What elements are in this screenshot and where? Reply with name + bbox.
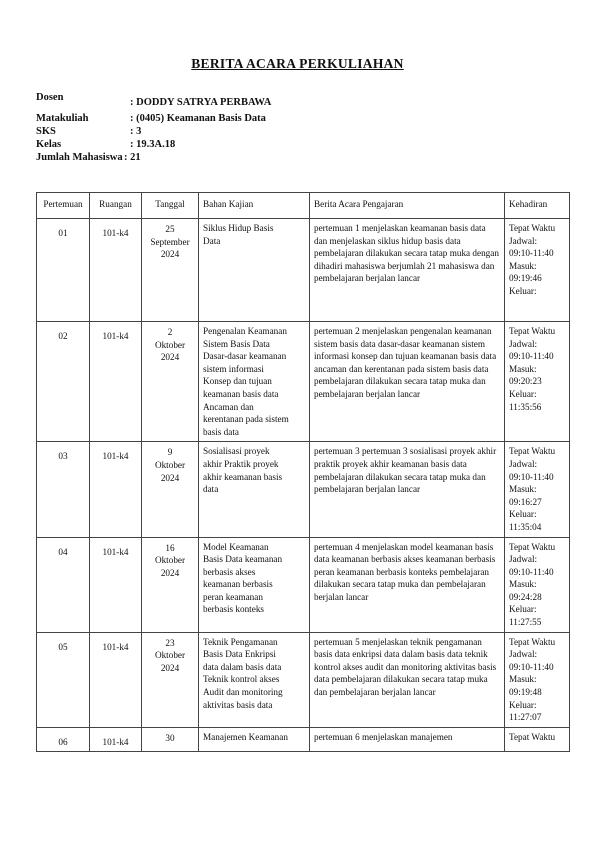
cell-kehadiran: Tepat Waktu [505, 727, 570, 752]
cell-kehadiran: Tepat Waktu Jadwal: 09:10-11:40 Masuk: 09:16:27 Keluar: 11:35:04 [505, 442, 570, 537]
cell-berita-acara: pertemuan 6 menjelaskan manajemen [310, 727, 505, 752]
jumlah-mahasiswa-value: : 21 [124, 152, 141, 163]
cell-bahan-kajian: Manajemen Keamanan [199, 727, 310, 752]
cell-pertemuan: 02 [37, 322, 90, 442]
table-row [37, 727, 570, 752]
cell-kehadiran: Tepat Waktu Jadwal: 09:10-11:40 Masuk: 09:19:48 Keluar: 11:27:07 [505, 632, 570, 727]
cell-ruangan: 101-k4 [90, 727, 142, 752]
table-row [37, 322, 570, 442]
header-bahan-kajian: Bahan Kajian [199, 193, 310, 219]
kelas-value: : 19.3A.18 [130, 139, 176, 150]
matakuliah-value: : (0405) Keamanan Basis Data [130, 113, 266, 124]
table-row [37, 632, 570, 727]
header-kehadiran: Kehadiran [505, 193, 570, 219]
cell-pertemuan: 05 [37, 632, 90, 727]
cell-bahan-kajian: Siklus Hidup Basis Data [199, 219, 310, 322]
table-row [37, 219, 570, 322]
document-title: BERITA ACARA PERKULIAHAN [191, 56, 404, 71]
sks-value: : 3 [130, 126, 142, 137]
table-header-row [37, 193, 570, 219]
kelas-label: Kelas [36, 139, 62, 150]
cell-kehadiran: Tepat Waktu Jadwal: 09:10-11:40 Masuk: 09:20:23 Keluar: 11:35:56 [505, 322, 570, 442]
header-tanggal: Tanggal [142, 193, 199, 219]
header-pertemuan: Pertemuan [37, 193, 90, 219]
cell-tanggal: 2 Oktober 2024 [142, 322, 199, 442]
table-row [37, 442, 570, 537]
header-berita-acara: Berita Acara Pengajaran [310, 193, 505, 219]
cell-bahan-kajian: Teknik Pengamanan Basis Data Enkripsi data dalam basis data Teknik kontrol akses Audit dan monitoring aktivitas basis data [199, 632, 310, 727]
cell-pertemuan: 04 [37, 537, 90, 632]
cell-berita-acara: pertemuan 1 menjelaskan keamanan basis data dan menjelaskan siklus hidup basis data pembelajaran dilakukan secara tatap muka dengan dihadiri mahasiswa berjumlah 21 mahasiswa dan pembelajaran berjalan lancar [310, 219, 505, 322]
cell-bahan-kajian: Sosialisasi proyek akhir Praktik proyek akhir keamanan basis data [199, 442, 310, 537]
jumlah-mahasiswa-label: Jumlah Mahasiswa [36, 152, 123, 163]
cell-ruangan: 101-k4 [90, 632, 142, 727]
cell-tanggal: 16 Oktober 2024 [142, 537, 199, 632]
cell-berita-acara: pertemuan 2 menjelaskan pengenalan keamanan sistem basis data dasar-dasar keamanan sistem informasi konsep dan tujuan keamanan basis data ancaman dan kerentanan pada sistem basis data pembelajaran dilakukan secara tatap muka dan pembelajaran berjalan lancar [310, 322, 505, 442]
cell-pertemuan: 06 [37, 727, 90, 752]
cell-berita-acara: pertemuan 5 menjelaskan teknik pengamanan basis data enkripsi data dalam basis data teknik kontrol akses audit dan monitoring aktivitas basis data pembelajaran dilakukan secara tatap muka dan pembelajaran berjalan lancar [310, 632, 505, 727]
cell-kehadiran: Tepat Waktu Jadwal: 09:10-11:40 Masuk: 09:19:46 Keluar: [505, 219, 570, 322]
sks-label: SKS [36, 126, 56, 137]
cell-tanggal: 30 [142, 727, 199, 752]
cell-pertemuan: 03 [37, 442, 90, 537]
cell-pertemuan: 01 [37, 219, 90, 322]
cell-kehadiran: Tepat Waktu Jadwal: 09:10-11:40 Masuk: 09:24:28 Keluar: 11:27:55 [505, 537, 570, 632]
cell-ruangan: 101-k4 [90, 442, 142, 537]
cell-tanggal: 9 Oktober 2024 [142, 442, 199, 537]
lecture-log-table [36, 192, 570, 752]
cell-ruangan: 101-k4 [90, 322, 142, 442]
cell-berita-acara: pertemuan 3 pertemuan 3 sosialisasi proyek akhir praktik proyek akhir keamanan basis data pembelajaran dilakukan secara tatap muka dan pembelajaran berjalan lancar [310, 442, 505, 537]
cell-bahan-kajian: Model Keamanan Basis Data keamanan berbasis akses keamanan berbasis peran keamanan berbasis konteks [199, 537, 310, 632]
dosen-value: : DODDY SATRYA PERBAWA [130, 97, 272, 108]
cell-bahan-kajian: Pengenalan Keamanan Sistem Basis Data Dasar-dasar keamanan sistem informasi Konsep dan tujuan keamanan basis data Ancaman dan kerentanan pada sistem basis data [199, 322, 310, 442]
cell-berita-acara: pertemuan 4 menjelaskan model keamanan basis data keamanan berbasis akses keamanan berbasis peran keamanan berbasis konteks pembelajaran dilakukan secara tatap muka dan pembelajaran berjalan lancar [310, 537, 505, 632]
dosen-label: Dosen [36, 92, 64, 103]
cell-ruangan: 101-k4 [90, 219, 142, 322]
matakuliah-label: Matakuliah [36, 113, 89, 124]
header-ruangan: Ruangan [90, 193, 142, 219]
cell-tanggal: 25 September 2024 [142, 219, 199, 322]
cell-ruangan: 101-k4 [90, 537, 142, 632]
cell-tanggal: 23 Oktober 2024 [142, 632, 199, 727]
table-row [37, 537, 570, 632]
